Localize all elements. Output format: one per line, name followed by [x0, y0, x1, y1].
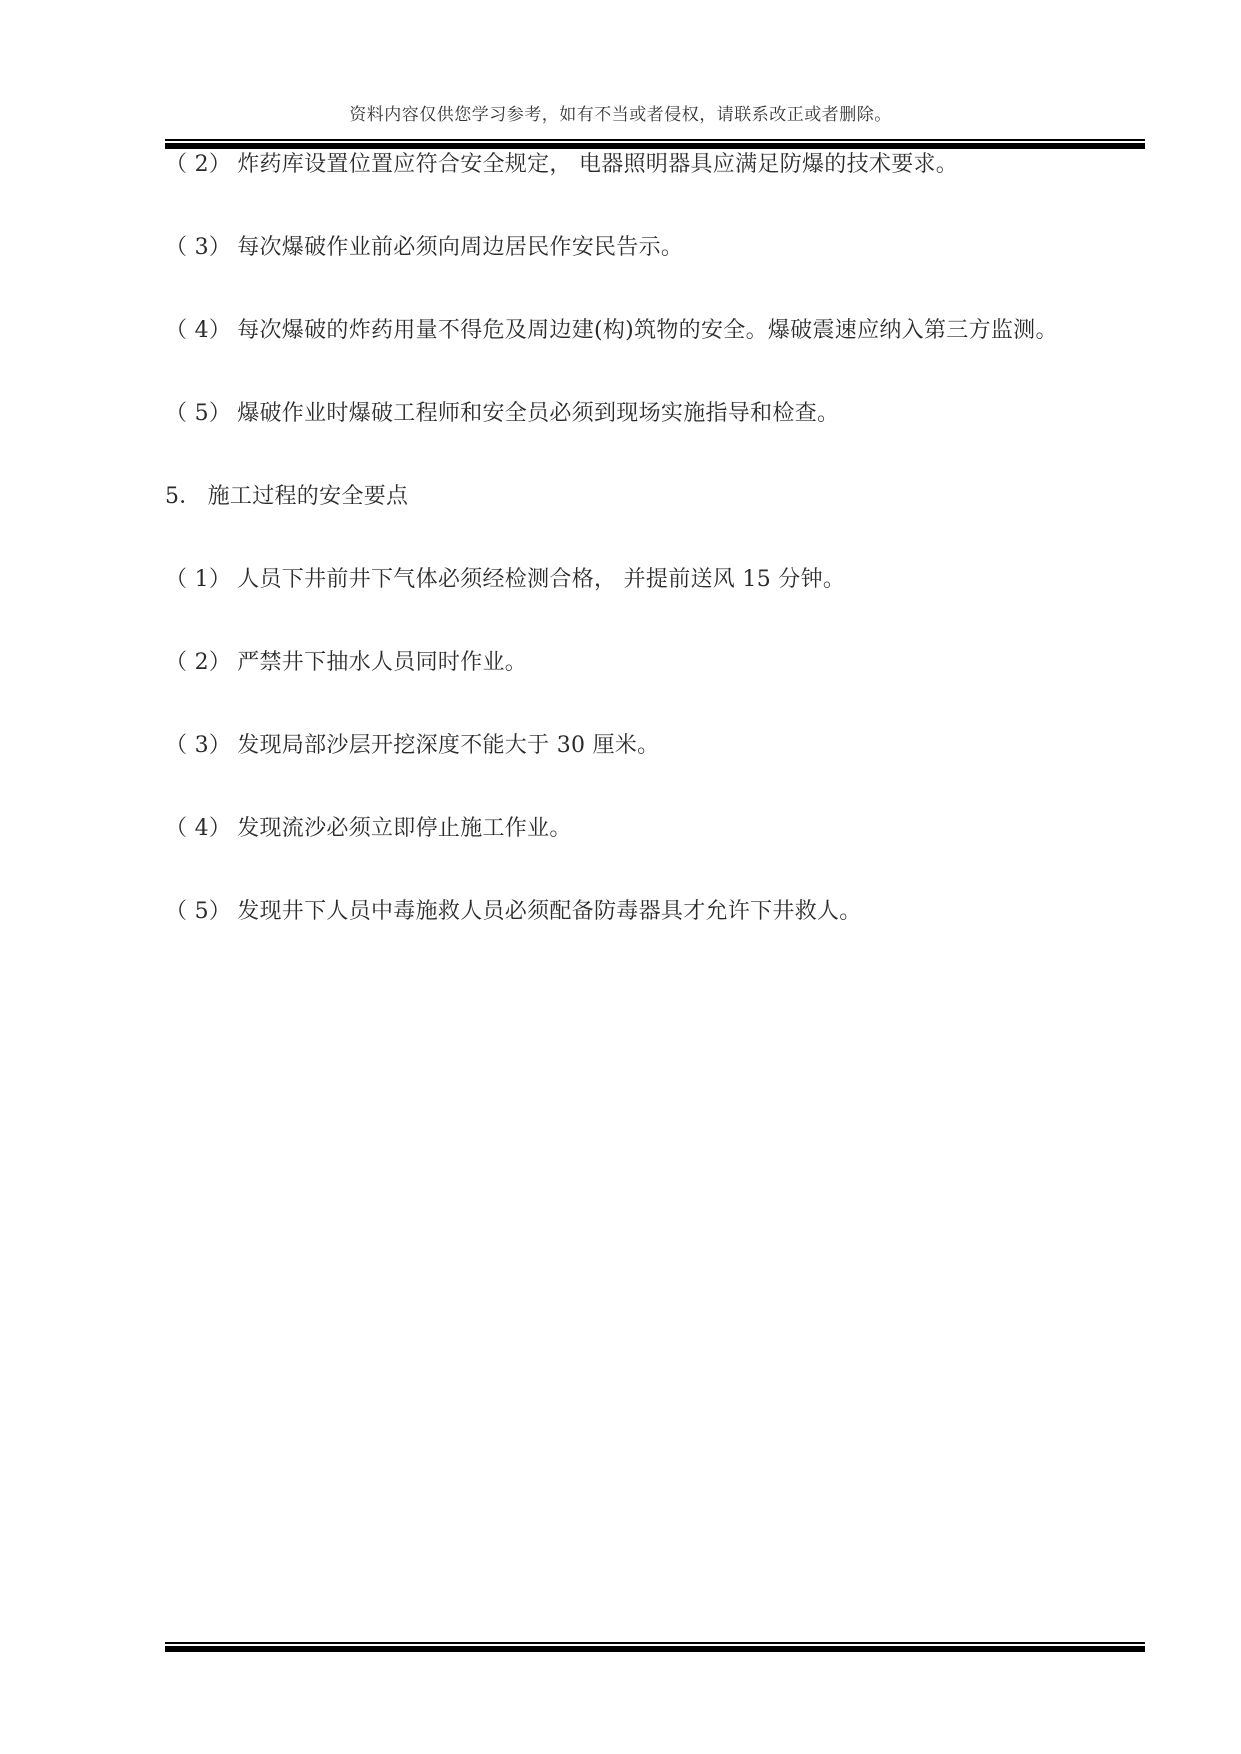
paragraph-item [165, 316, 1058, 346]
header-disclaimer: 资料内容仅供您学习参考，如有不当或者侵权，请联系改正或者删除。 [349, 105, 892, 125]
paragraph-item [165, 565, 845, 595]
paragraph-item [165, 731, 660, 761]
paragraph-text: 发现流沙必须立即停止施工作业。 [237, 816, 572, 841]
paragraph-item [165, 233, 683, 263]
paragraph-number: （ 4） [165, 816, 232, 841]
paragraph-number: （ 5） [165, 401, 232, 426]
paragraph-text: 爆破作业时爆破工程师和安全员必须到现场实施指导和检查。 [237, 401, 840, 426]
header-rule [165, 139, 1145, 149]
paragraph-item [165, 897, 862, 927]
paragraph-text: 严禁井下抽水人员同时作业。 [237, 650, 528, 675]
footer-rule [165, 1642, 1145, 1652]
paragraph-item [165, 814, 572, 844]
paragraph-number: （ 5） [165, 899, 232, 924]
paragraph-text: 发现井下人员中毒施救人员必须配备防毒器具才允许下井救人。 [237, 899, 862, 924]
paragraph-number: （ 3） [165, 235, 232, 260]
paragraph-number: （ 2） [165, 152, 232, 177]
paragraph-number: （ 3） [165, 733, 232, 758]
paragraph-text: 发现局部沙层开挖深度不能大于 30 厘米。 [237, 733, 660, 758]
paragraph-item [165, 150, 958, 180]
paragraph-number: （ 2） [165, 650, 232, 675]
section-title: 施工过程的安全要点 [207, 484, 409, 509]
section-number: 5． [165, 484, 202, 509]
paragraph-text: 人员下井前井下气体必须经检测合格， 并提前送风 15 分钟。 [237, 567, 846, 592]
paragraph-text: 每次爆破的炸药用量不得危及周边建(构)筑物的安全。爆破震速应纳入第三方监测。 [237, 318, 1058, 343]
paragraph-text: 炸药库设置位置应符合安全规定， 电器照明器具应满足防爆的技术要求。 [237, 152, 959, 177]
paragraph-number: （ 1） [165, 567, 232, 592]
paragraph-item [165, 648, 527, 678]
paragraph-item [165, 399, 839, 429]
paragraph-text: 每次爆破作业前必须向周边居民作安民告示。 [237, 235, 684, 260]
paragraph-number: （ 4） [165, 318, 232, 343]
section-heading [165, 482, 408, 512]
